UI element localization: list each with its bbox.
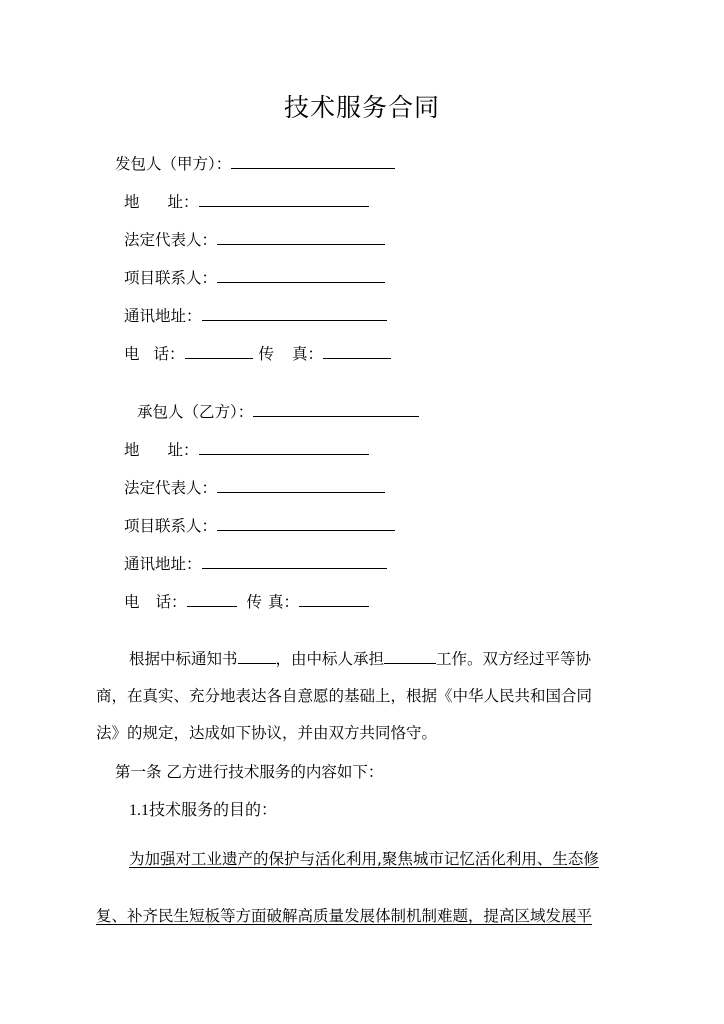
party-a-fax-blank[interactable] bbox=[323, 344, 391, 359]
intro-paragraph-line-2: 商，在真实、充分地表达各自意愿的基础上，根据《中华人民共和国合同 bbox=[96, 687, 593, 705]
party-b-address-label-2: 址： bbox=[167, 441, 199, 459]
party-b-phone-label-1: 电 bbox=[124, 593, 140, 611]
party-a-phone-label-2: 话： bbox=[153, 345, 185, 363]
intro-paragraph-line-1 bbox=[129, 647, 591, 669]
party-a-mail-address-label: 通讯地址： bbox=[124, 307, 202, 325]
party-a-address-row bbox=[124, 190, 369, 212]
party-b-contact-blank[interactable] bbox=[217, 516, 395, 531]
party-a-address-label-2: 址： bbox=[167, 193, 199, 211]
intro-p1-b: ，由中标人承担 bbox=[275, 650, 385, 668]
party-a-name-blank[interactable] bbox=[231, 154, 395, 169]
party-a-heading-row bbox=[115, 152, 395, 174]
party-b-heading-row bbox=[137, 400, 419, 422]
party-a-fax-label-2: 真： bbox=[292, 345, 324, 363]
party-a-legal-rep-label: 法定代表人： bbox=[124, 231, 218, 249]
party-a-address-blank[interactable] bbox=[199, 192, 369, 207]
notice-number-blank[interactable] bbox=[238, 649, 276, 664]
party-b-address-label-1: 地 bbox=[124, 441, 140, 459]
party-a-legal-rep-blank[interactable] bbox=[217, 230, 385, 245]
party-a-mail-address-blank[interactable] bbox=[202, 306, 387, 321]
party-b-contact-row bbox=[124, 514, 395, 536]
party-a-mail-address-row bbox=[124, 304, 387, 326]
party-a-legal-rep-row bbox=[124, 228, 385, 250]
party-a-fax-label-1: 传 bbox=[258, 345, 275, 363]
work-blank[interactable] bbox=[384, 649, 436, 664]
party-a-phone-fax-row bbox=[124, 342, 391, 364]
contract-title: 技术服务合同 bbox=[283, 93, 440, 122]
party-a-address-label-1: 地 bbox=[124, 193, 140, 211]
party-b-mail-address-blank[interactable] bbox=[202, 554, 387, 569]
intro-p1-a: 根据中标通知书 bbox=[129, 650, 238, 668]
party-b-mail-address-row bbox=[124, 552, 387, 574]
party-b-fax-blank[interactable] bbox=[299, 592, 369, 607]
party-b-legal-rep-blank[interactable] bbox=[217, 478, 385, 493]
party-a-phone-blank[interactable] bbox=[185, 344, 253, 359]
party-a-phone-label-1: 电 bbox=[124, 345, 140, 363]
party-b-legal-rep-label: 法定代表人： bbox=[124, 479, 218, 497]
party-b-fax-label-2: 真： bbox=[268, 593, 300, 611]
article-1-heading: 第一条 乙方进行技术服务的内容如下： bbox=[115, 763, 384, 781]
party-b-phone-label-2: 话： bbox=[155, 593, 187, 611]
party-b-name-blank[interactable] bbox=[253, 402, 419, 417]
party-b-mail-address-label: 通讯地址： bbox=[124, 555, 202, 573]
party-b-fax-label-1: 传 bbox=[246, 593, 263, 611]
party-a-contact-row bbox=[124, 266, 385, 288]
party-b-legal-rep-row bbox=[124, 476, 385, 498]
section-1-1-heading: 1.1技术服务的目的： bbox=[129, 802, 278, 819]
party-a-heading: 发包人（甲方）： bbox=[115, 155, 232, 173]
party-b-phone-blank[interactable] bbox=[187, 592, 237, 607]
intro-p1-c: 工作。双方经过平等协 bbox=[436, 650, 592, 668]
party-a-contact-blank[interactable] bbox=[217, 268, 385, 283]
party-b-address-row bbox=[124, 438, 369, 460]
party-b-heading: 承包人（乙方）： bbox=[137, 403, 254, 421]
party-b-contact-label: 项目联系人： bbox=[124, 517, 218, 535]
purpose-text-line-1: 为加强对工业遗产的保护与活化利用,聚焦城市记忆活化利用、生态修 bbox=[129, 850, 599, 868]
party-b-address-blank[interactable] bbox=[199, 440, 369, 455]
purpose-text-line-2: 复、补齐民生短板等方面破解高质量发展体制机制难题，提高区域发展平 bbox=[96, 907, 593, 925]
intro-paragraph-line-3: 法》的规定，达成如下协议，并由双方共同恪守。 bbox=[96, 724, 438, 742]
party-b-phone-fax-row bbox=[124, 590, 369, 612]
party-a-contact-label: 项目联系人： bbox=[124, 269, 218, 287]
